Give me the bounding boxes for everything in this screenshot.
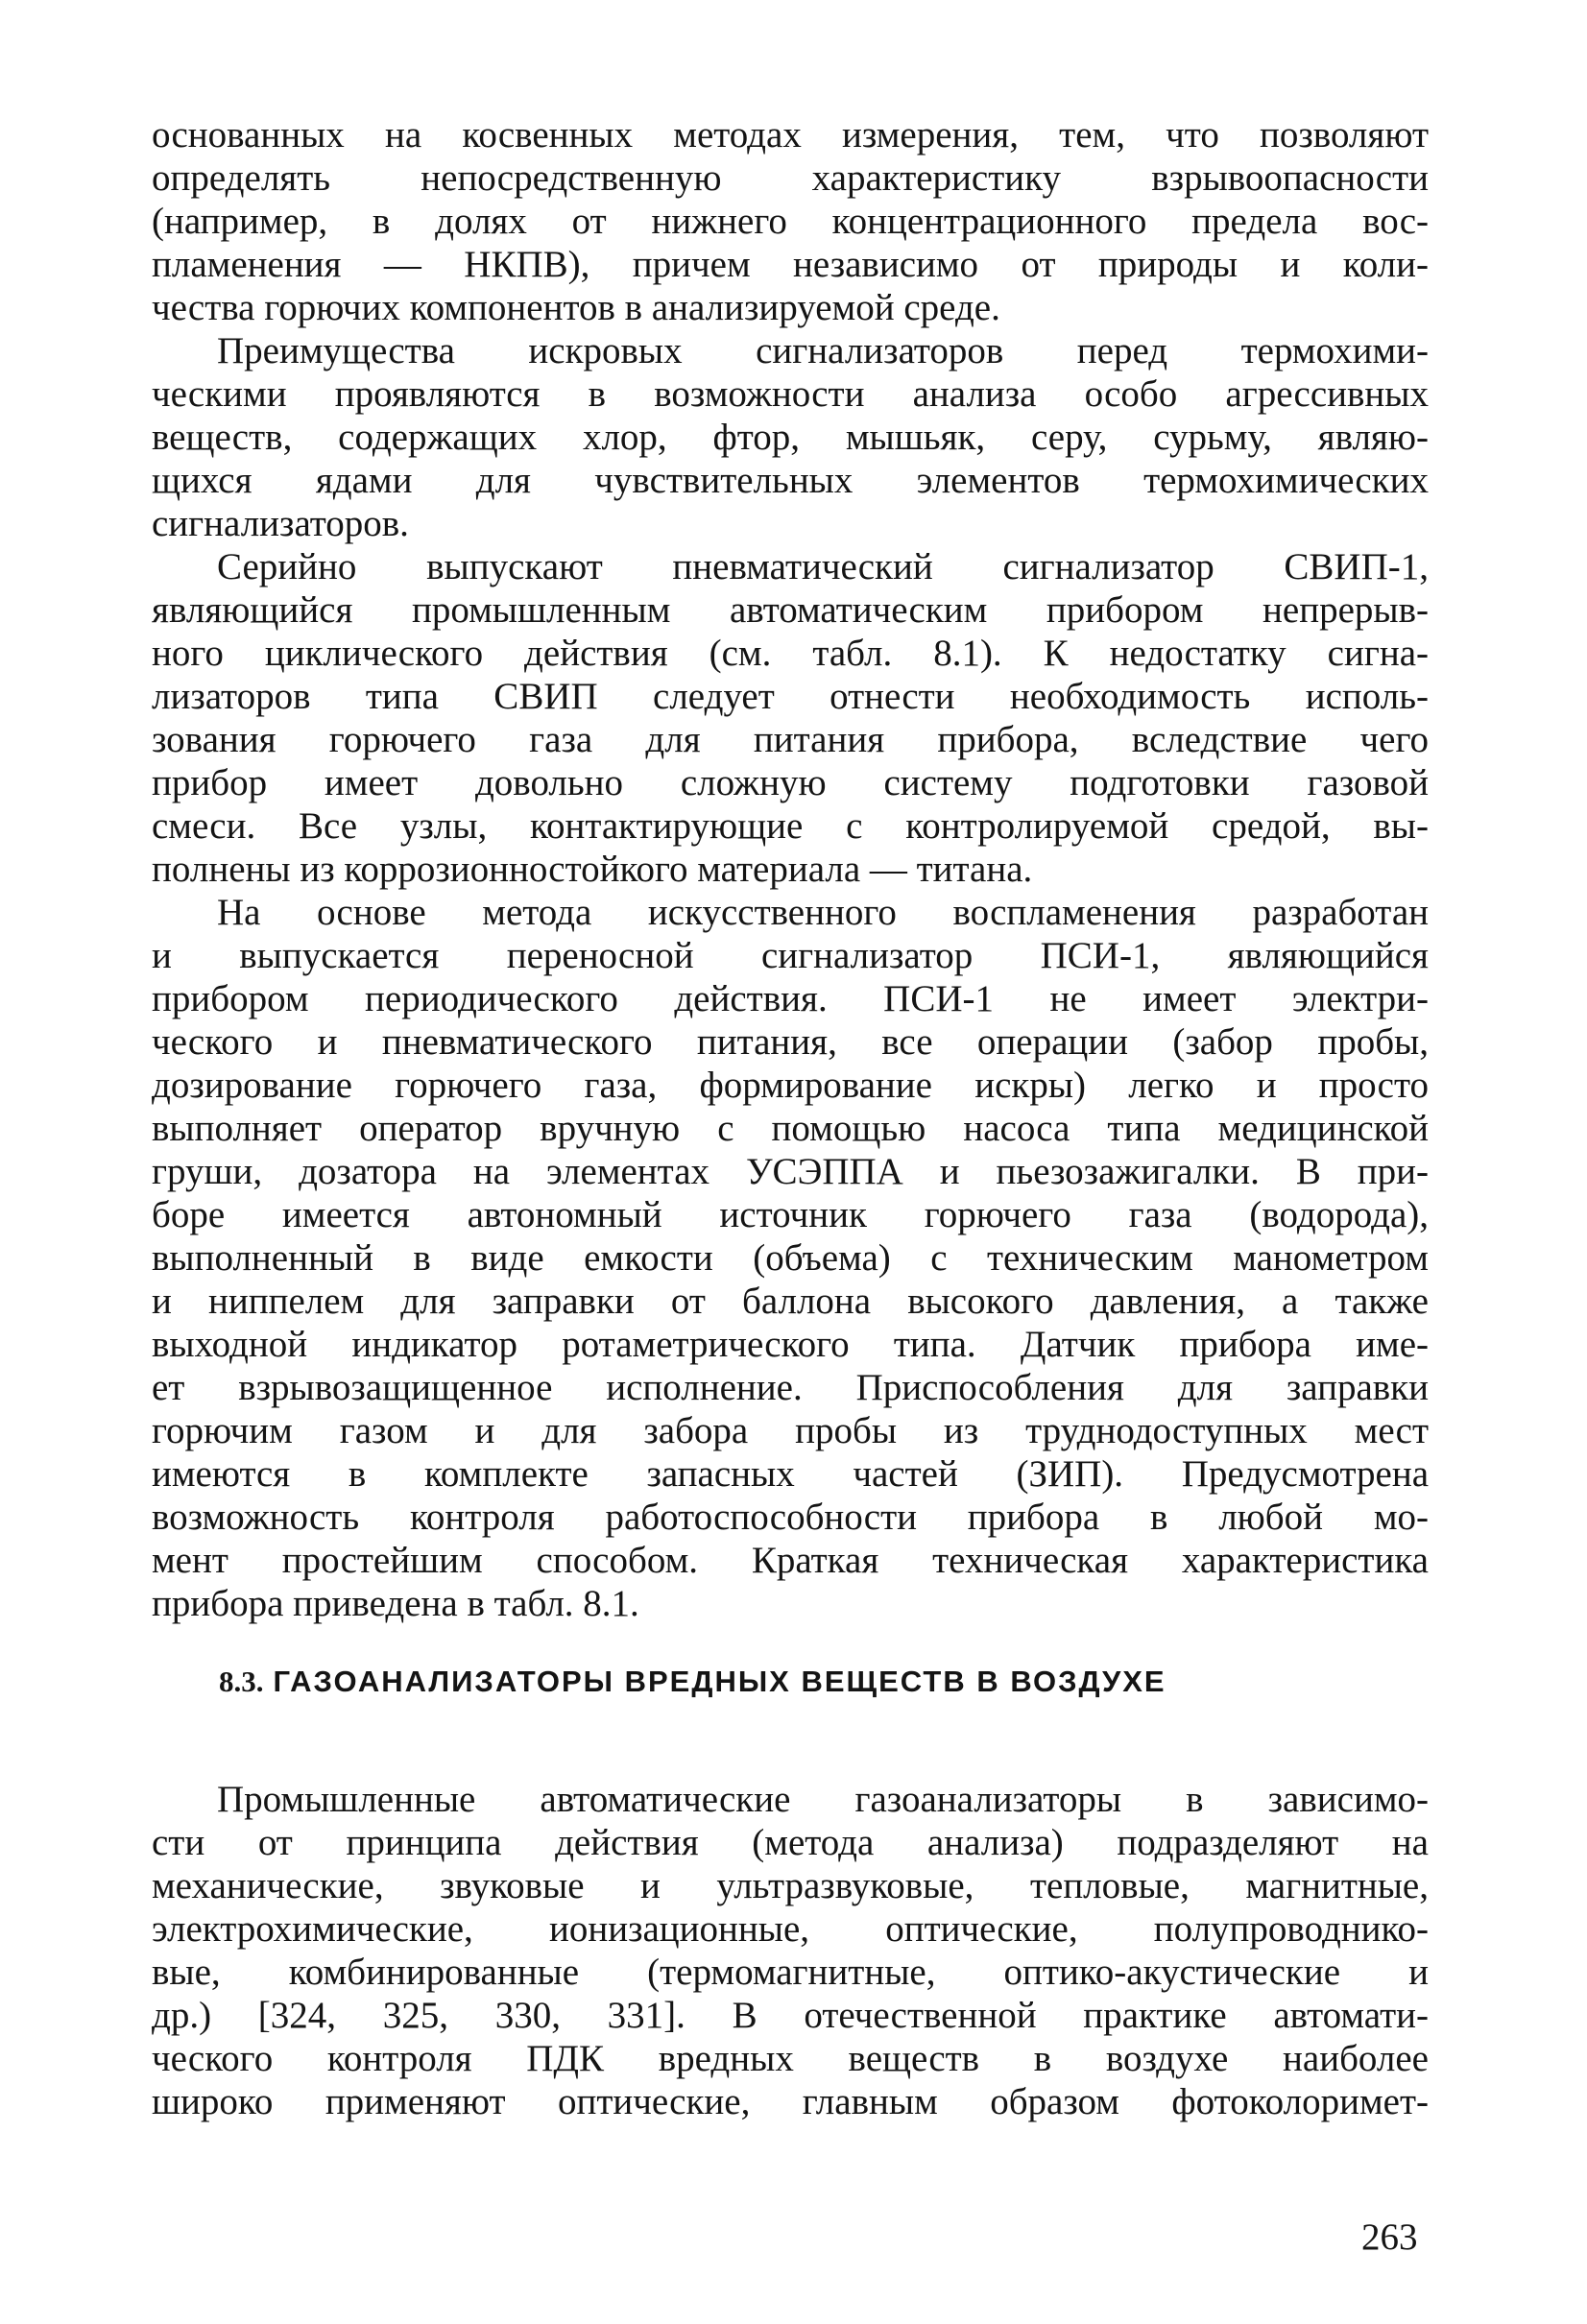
section-title: ГАЗОАНАЛИЗАТОРЫ ВРЕДНЫХ ВЕЩЕСТВ В ВОЗДУХЕ [273, 1665, 1166, 1698]
text-line: электрохимические, ионизационные, оптические, полупроводнико- [152, 1908, 1429, 1950]
text-line: мент простейшим способом. Краткая техническая характеристика [152, 1540, 1429, 1581]
paragraph [152, 113, 1429, 329]
page-number: 263 [1361, 2216, 1418, 2258]
text-line: широко применяют оптические, главным образом фотоколоримет- [152, 2081, 1429, 2122]
text-line: ного циклического действия (см. табл. 8.1). К недостатку сигна- [152, 633, 1429, 674]
text-line: (например, в долях от нижнего концентрационного предела вос- [152, 201, 1429, 242]
text-line: сигнализаторов. [152, 503, 409, 544]
paragraph [152, 329, 1429, 545]
text-line: горючим газом и для забора пробы из труднодоступных мест [152, 1410, 1429, 1451]
text-line: выходной индикатор ротаметрического типа. Датчик прибора име- [152, 1324, 1429, 1365]
text-line: прибора приведена в табл. 8.1. [152, 1583, 639, 1624]
text-line: груши, дозатора на элементах УСЭППА и пьезозажигалки. В при- [152, 1151, 1429, 1192]
text-line: веществ, содержащих хлор, фтор, мышьяк, серу, сурьму, являю- [152, 417, 1429, 458]
text-line: пламенения — НКПВ), причем независимо от природы и коли- [152, 244, 1429, 285]
text-line: чества горючих компонентов в анализируемой среде. [152, 287, 1000, 328]
paragraph [152, 545, 1429, 891]
text-line: На основе метода искусственного воспламенения разработан [217, 892, 1429, 933]
text-line: имеются в комплекте запасных частей (ЗИП). Предусмотрена [152, 1453, 1429, 1495]
text-line: зования горючего газа для питания прибора, вследствие чего [152, 719, 1429, 760]
text-line: являющийся промышленным автоматическим прибором непрерыв- [152, 589, 1429, 631]
section-body-text [152, 1778, 1429, 2123]
text-line: механические, звуковые и ультразвуковые, тепловые, магнитные, [152, 1865, 1429, 1906]
text-line: прибором периодического действия. ПСИ-1 не имеет электри- [152, 978, 1429, 1019]
text-line: лизаторов типа СВИП следует отнести необходимость исполь- [152, 676, 1429, 717]
text-line: ческого и пневматического питания, все операции (забор пробы, [152, 1021, 1429, 1063]
text-line: основанных на косвенных методах измерения, тем, что позволяют [152, 114, 1429, 156]
text-line: и выпускается переносной сигнализатор ПСИ-1, являющийся [152, 935, 1429, 976]
text-line: выполненный в виде емкости (объема) с техническим манометром [152, 1237, 1429, 1279]
paragraph [152, 1778, 1429, 2123]
text-line: ческими проявляются в возможности анализа особо агрессивных [152, 373, 1429, 415]
body-text [152, 113, 1429, 1625]
text-line: возможность контроля работоспособности прибора в любой мо- [152, 1497, 1429, 1538]
text-line: вые, комбинированные (термомагнитные, оптико-акустические и [152, 1952, 1429, 1993]
section-heading [219, 1663, 1166, 1701]
text-line: определять непосредственную характеристику взрывоопасности [152, 157, 1429, 199]
text-line: Промышленные автоматические газоанализаторы в зависимо- [217, 1779, 1429, 1820]
text-line: боре имеется автономный источник горючего газа (водорода), [152, 1194, 1429, 1235]
text-line: прибор имеет довольно сложную систему подготовки газовой [152, 762, 1429, 803]
text-line: полнены из коррозионностойкого материала — титана. [152, 849, 1033, 890]
text-line: смеси. Все узлы, контактирующие с контролируемой средой, вы- [152, 805, 1429, 847]
text-line: др.) [324, 325, 330, 331]. В отечественной практике автомати- [152, 1995, 1429, 2036]
section-number: 8.3. [219, 1665, 264, 1698]
text-line: ет взрывозащищенное исполнение. Приспособления для заправки [152, 1367, 1429, 1408]
text-line: Серийно выпускают пневматический сигнализатор СВИП-1, [217, 546, 1429, 587]
paragraph [152, 891, 1429, 1625]
text-line: выполняет оператор вручную с помощью насоса типа медицинской [152, 1108, 1429, 1149]
text-line: сти от принципа действия (метода анализа) подразделяют на [152, 1822, 1429, 1863]
text-line: и ниппелем для заправки от баллона высокого давления, а также [152, 1281, 1429, 1322]
text-line: ческого контроля ПДК вредных веществ в воздухе наиболее [152, 2038, 1429, 2079]
text-line: дозирование горючего газа, формирование искры) легко и просто [152, 1065, 1429, 1106]
text-line: Преимущества искровых сигнализаторов перед термохими- [217, 330, 1429, 371]
text-line: щихся ядами для чувствительных элементов термохимических [152, 460, 1429, 501]
